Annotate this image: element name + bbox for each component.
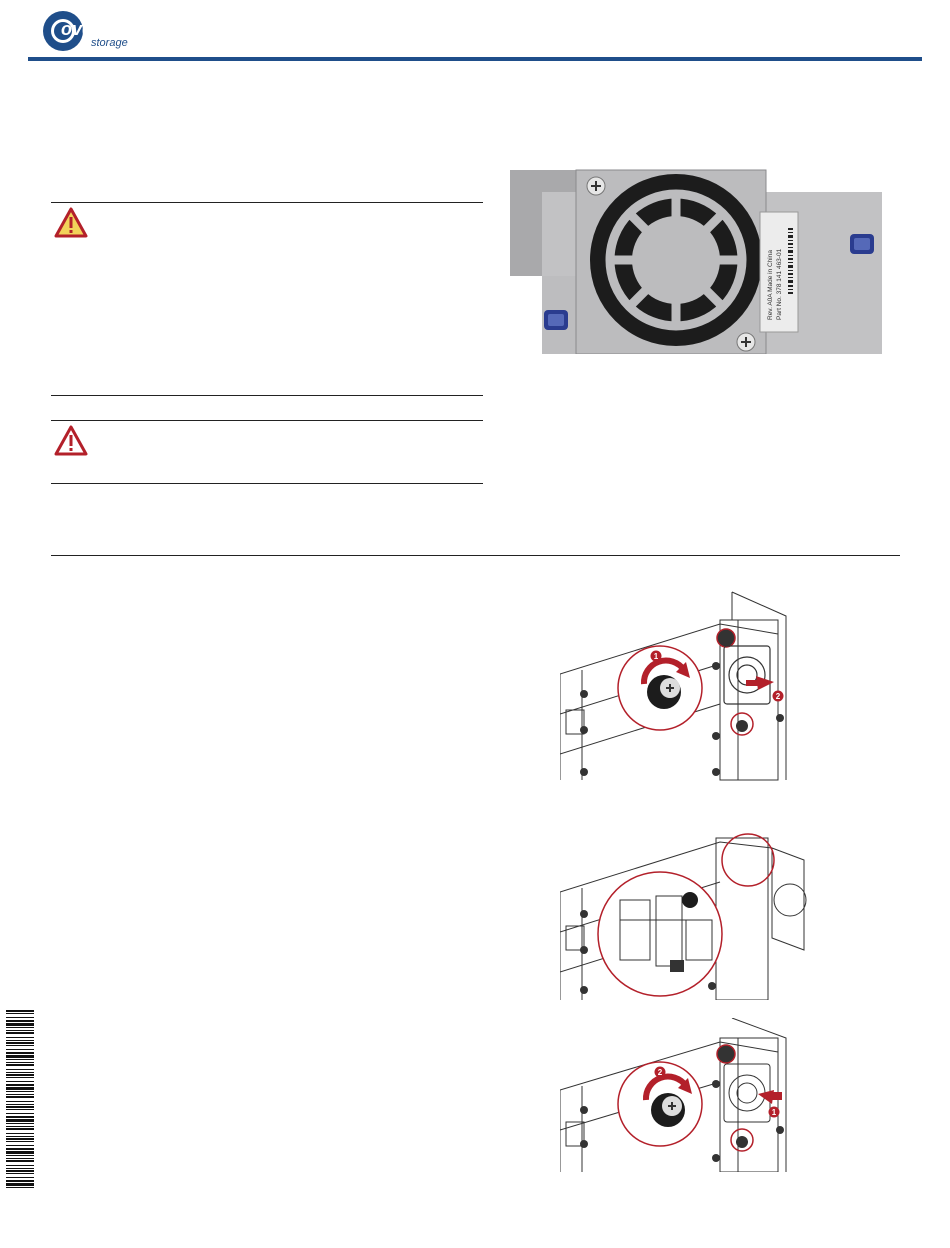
barcode-bar	[6, 1096, 34, 1098]
barcode-bar	[6, 1062, 34, 1063]
warning-icon	[54, 207, 88, 239]
barcode-bar	[6, 1017, 34, 1018]
barcode-bar	[6, 1170, 34, 1172]
logo-word: overland	[61, 19, 137, 39]
fan-module-photo	[510, 168, 882, 354]
barcode-bar	[6, 1126, 34, 1127]
barcode-bar	[6, 1136, 34, 1137]
callout-1-label: 1	[771, 1108, 777, 1117]
barcode-bar	[6, 1119, 34, 1122]
barcode-bar	[6, 1037, 34, 1038]
barcode-bar	[6, 1072, 34, 1073]
barcode-bar	[6, 1128, 34, 1130]
barcode-bar	[6, 1173, 34, 1174]
section-rule	[51, 420, 483, 421]
logo-sub: storage	[91, 37, 128, 49]
barcode-bar	[6, 1020, 34, 1022]
barcode-bar	[6, 1158, 34, 1159]
barcode-bar	[6, 1148, 34, 1150]
install-module-illustration	[560, 1018, 788, 1172]
thumbscrew-icon	[850, 234, 874, 254]
barcode-bar	[6, 1074, 34, 1076]
warning-icon	[54, 425, 88, 457]
barcode-bar	[6, 1010, 34, 1012]
barcode-bar	[6, 1042, 34, 1044]
barcode-bar	[6, 1040, 34, 1041]
overland-storage-logo	[41, 8, 156, 54]
section-rule	[51, 202, 483, 203]
barcode-bar	[6, 1052, 34, 1054]
barcode-bar	[6, 1055, 34, 1058]
barcode-bar	[6, 1049, 34, 1050]
document-barcode	[6, 1010, 34, 1190]
barcode-bar	[6, 1160, 34, 1162]
barcode-bar	[6, 1030, 34, 1031]
barcode-bar	[6, 1081, 34, 1082]
barcode-bar	[6, 1084, 34, 1086]
barcode-bar	[6, 1187, 34, 1188]
module-label-line1: Rev. A0A Made in China	[767, 250, 774, 320]
barcode-bar	[6, 1155, 34, 1156]
barcode-bar	[6, 1109, 34, 1110]
barcode-bar	[6, 1168, 34, 1169]
section-rule	[51, 483, 483, 484]
barcode-bar	[6, 1165, 34, 1166]
barcode-bar	[6, 1133, 34, 1134]
barcode-bar	[6, 1151, 34, 1154]
section-rule	[51, 395, 483, 396]
header-rule	[28, 57, 922, 61]
barcode-bar	[6, 1104, 34, 1105]
module-removed-illustration	[560, 820, 816, 1000]
barcode-bar	[6, 1059, 34, 1060]
barcode-bar	[6, 1077, 34, 1078]
barcode-bar	[6, 1106, 34, 1108]
section-rule	[51, 555, 900, 556]
barcode-bar	[6, 1091, 34, 1092]
callout-1-label: 1	[653, 652, 659, 661]
barcode-bar	[6, 1116, 34, 1118]
barcode-bar	[6, 1064, 34, 1066]
barcode-bar	[6, 1113, 34, 1114]
barcode-bar	[6, 1087, 34, 1090]
barcode-bar	[6, 1138, 34, 1140]
thumbscrew-icon	[544, 310, 568, 330]
barcode-bar	[6, 1023, 34, 1026]
barcode-bar	[6, 1183, 34, 1186]
barcode-bar	[6, 1141, 34, 1142]
barcode-bar	[6, 1027, 34, 1028]
barcode-bar	[6, 1101, 34, 1102]
barcode-bar	[6, 1094, 34, 1095]
callout-2-label: 2	[657, 1068, 663, 1077]
barcode-bar	[6, 1123, 34, 1124]
module-label-line2: Part No. 378 141 463-01	[776, 248, 783, 320]
remove-module-illustration	[560, 590, 788, 782]
barcode-bar	[6, 1145, 34, 1146]
barcode-bar	[6, 1013, 34, 1014]
callout-2-label: 2	[775, 692, 781, 701]
barcode-bar	[6, 1045, 34, 1046]
barcode-bar	[6, 1069, 34, 1070]
barcode-bar	[6, 1177, 34, 1178]
barcode-bar	[6, 1180, 34, 1182]
barcode-bar	[6, 1032, 34, 1034]
